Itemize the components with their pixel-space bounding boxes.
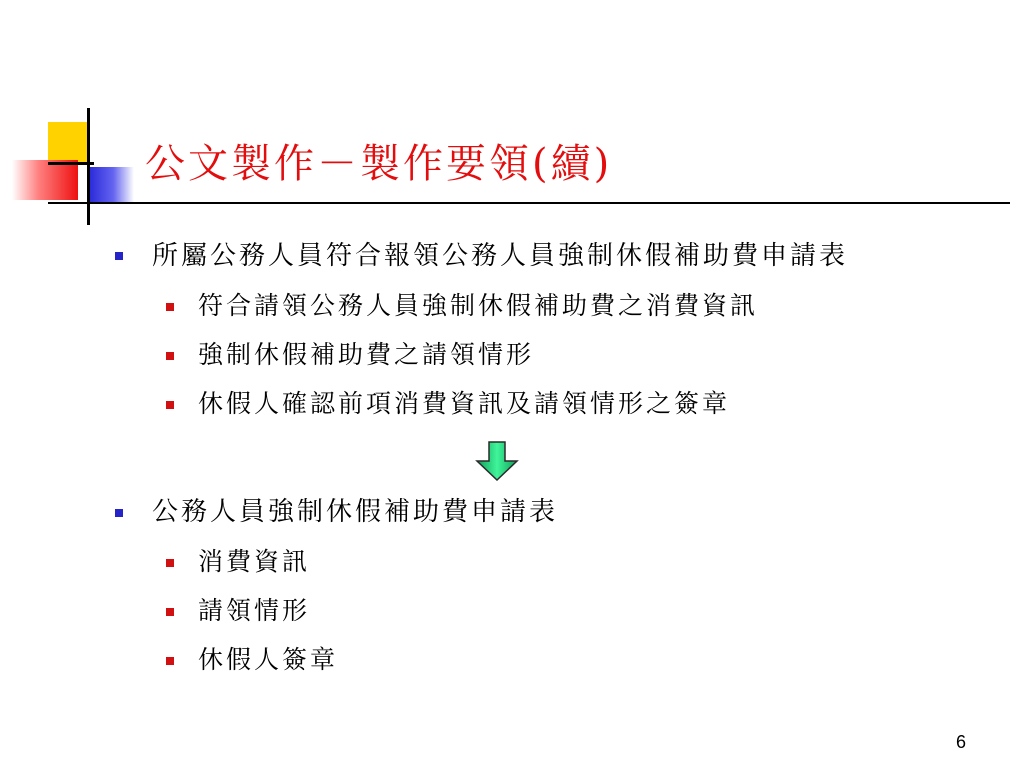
decoration-yellow-square [48, 122, 88, 164]
decoration-blue-square [88, 167, 134, 203]
bullet-level1: 公務人員強制休假補助費申請表 [152, 497, 559, 527]
bullet-level2: 消費資訊 [198, 547, 311, 576]
decoration-vertical-line [87, 108, 90, 225]
bullet-marker-icon [166, 657, 174, 665]
bullet-marker-icon [115, 252, 123, 260]
bullet-marker-icon [166, 559, 174, 567]
bullet-marker-icon [166, 608, 174, 616]
title-decoration [0, 0, 150, 230]
green-down-arrow-icon [475, 441, 519, 481]
bullet-level2: 符合請領公務人員強制休假補助費之消費資訊 [198, 291, 759, 320]
page-number: 6 [955, 732, 966, 752]
bullet-marker-icon [166, 352, 174, 360]
title-underline [48, 202, 1010, 204]
bullet-level2: 休假人確認前項消費資訊及請領情形之簽章 [198, 389, 731, 418]
bullet-level2: 請領情形 [198, 596, 311, 625]
bullet-level2: 休假人簽章 [198, 645, 339, 674]
bullet-marker-icon [166, 401, 174, 409]
bullet-level1: 所屬公務人員符合報領公務人員強制休假補助費申請表 [152, 241, 849, 271]
bullet-marker-icon [166, 303, 174, 311]
decoration-short-line [48, 162, 94, 165]
bullet-marker-icon [115, 509, 123, 517]
bullet-level2: 強制休假補助費之請領情形 [198, 340, 535, 369]
slide-title: 公文製作－製作要領(續) [145, 141, 613, 187]
decoration-red-square [12, 160, 78, 200]
